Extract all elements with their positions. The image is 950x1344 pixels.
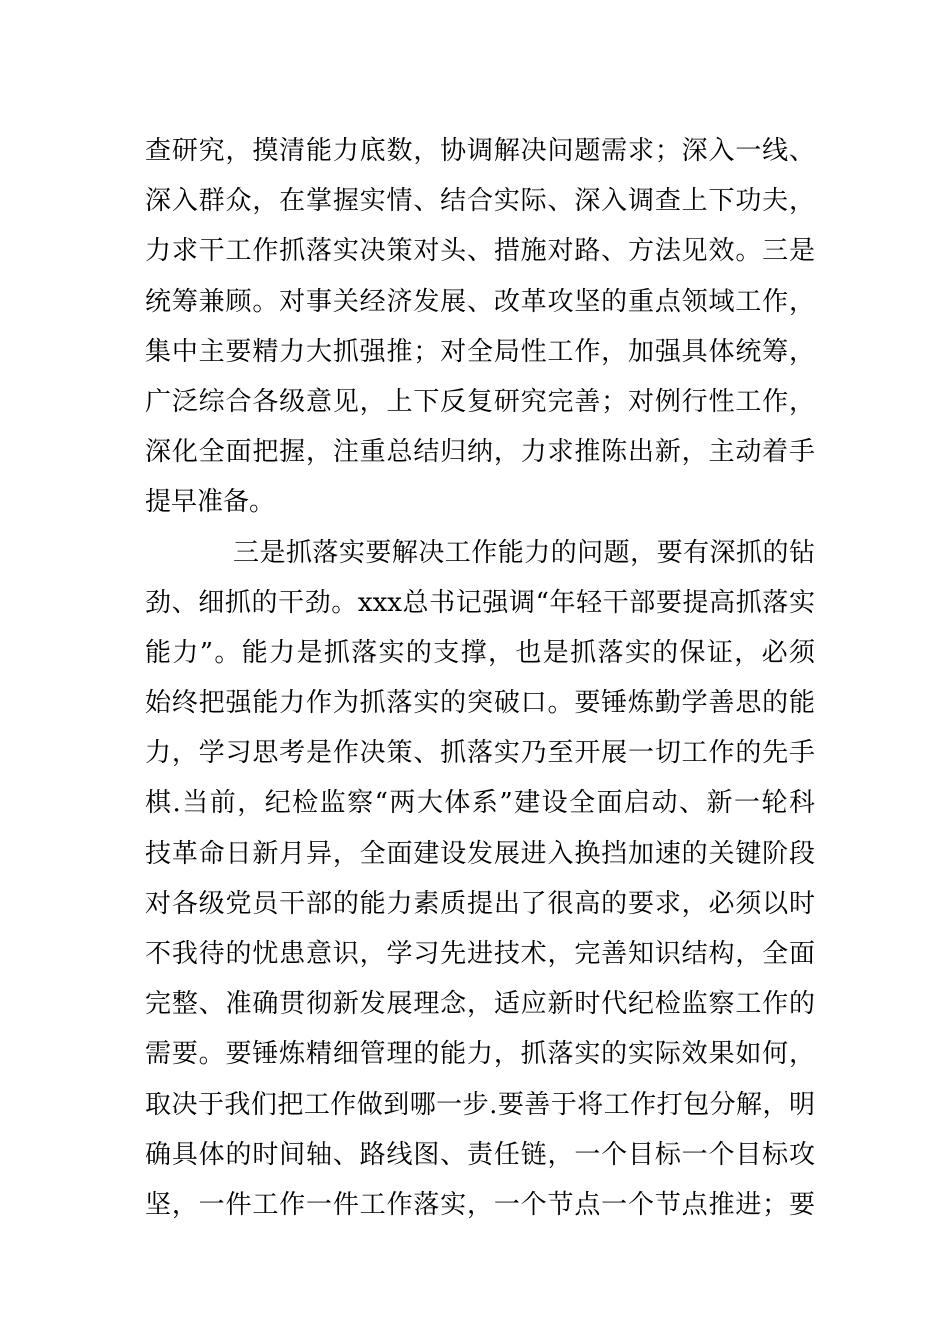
- paragraph-2-line-3: 能力”。能力是抓落实的支撑，也是抓落实的保证，必须: [145, 637, 815, 668]
- paragraph-1-line-6: 广泛综合各级意见，上下反复研究完善；对例行性工作，: [145, 386, 815, 417]
- paragraph-1-line-8: 提早准备。: [145, 487, 276, 518]
- paragraph-1-line-5: 集中主要精力大抓强推；对全局性工作，加强具体统筹，: [145, 336, 815, 367]
- paragraph-2-line-8: 对各级党员干部的能力素质提出了很高的要求，必须以时: [145, 888, 815, 919]
- paragraph-1-line-4: 统筹兼顾。对事关经济发展、改革攻坚的重点领域工作，: [145, 286, 815, 317]
- paragraph-2-line-10: 完整、准确贯彻新发展理念，适应新时代纪检监察工作的: [145, 989, 815, 1020]
- paragraph-2-line-6: 棋.当前，纪检监察“两大体系”建设全面启动、新一轮科: [145, 788, 815, 819]
- paragraph-2-line-5: 力，学习思考是作决策、抓落实乃至开展一切工作的先手: [145, 738, 815, 769]
- paragraph-2-line-1: 三是抓落实要解决工作能力的问题，要有深抓的钻: [233, 537, 815, 568]
- paragraph-2-line-4: 始终把强能力作为抓落实的突破口。要锤炼勤学善思的能: [145, 688, 815, 719]
- paragraph-2-line-7: 技革命日新月异，全面建设发展进入换挡加速的关键阶段: [145, 838, 815, 869]
- paragraph-2-line-2: 劲、细抓的干劲。xxx总书记强调“年轻干部要提高抓落实: [145, 587, 815, 618]
- paragraph-1-line-1: 查研究，摸清能力底数，协调解决问题需求；深入一线、: [145, 136, 815, 166]
- paragraph-2-line-12: 取决于我们把工作做到哪一步.要善于将工作打包分解，明: [145, 1089, 815, 1120]
- paragraph-2-line-11: 需要。要锤炼精细管理的能力，抓落实的实际效果如何，: [145, 1039, 815, 1070]
- body-text: [145, 126, 815, 1230]
- paragraph-2-line-14: 坚，一件工作一件工作落实，一个节点一个节点推进；要: [145, 1189, 815, 1220]
- paragraph-1-line-7: 深化全面把握，注重总结归纳，力求推陈出新，主动着手: [145, 437, 815, 468]
- paragraph-1-line-3: 力求干工作抓落实决策对头、措施对路、方法见效。三是: [145, 236, 815, 267]
- paragraph-2-line-13: 确具体的时间轴、路线图、责任链，一个目标一个目标攻: [145, 1139, 815, 1170]
- paragraph-1-line-2: 深入群众，在掌握实情、结合实际、深入调查上下功夫，: [145, 186, 815, 217]
- paragraph-2-line-9: 不我待的忧患意识，学习先进技术，完善知识结构，全面: [145, 939, 815, 969]
